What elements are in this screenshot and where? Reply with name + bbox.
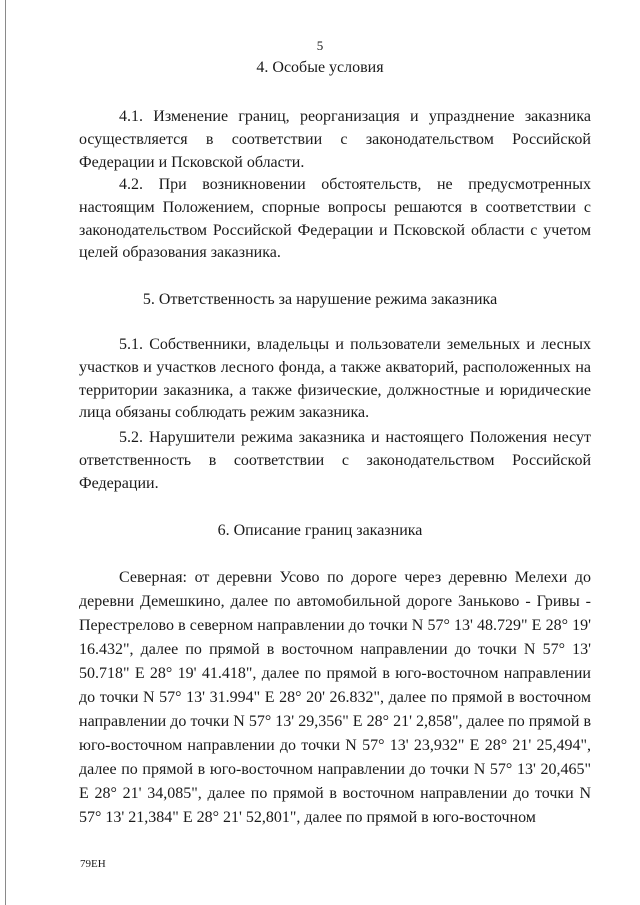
scan-edge-line (5, 0, 6, 905)
section-5-heading: 5. Ответственность за нарушение режима заказника (142, 291, 498, 308)
footer-document-code: 79ЕН (80, 858, 106, 870)
paragraph-5-1: 5.1. Собственники, владельцы и пользователи земельных и лесных участков и участков лесного фонда, а также акваторий, расположенных на территории заказника, а также физические, должностные и юридические лица обязаны соблюдать режим заказника. (79, 336, 591, 422)
paragraph-4-1: 4.1. Изменение границ, реорганизация и упразднение заказника осуществляется в соответствии с законодательством Российской Федерации и Псковской области. (79, 108, 591, 171)
page-number: 5 (316, 38, 324, 53)
paragraph-6-boundary-north: Северная: от деревни Усово по дороге через деревню Мелехи до деревни Демешкино, далее по автомобильной дороге Заньково - Гривы - Перестрелово в северном направлении до точки N 57° 13' 48.729" E 28° 19' 16.432", далее по прямой в восточном направлении до точки N 57° 13' 50.718" E 28° 19' 41.418", далее по прямой в юго-восточном направлении до точки N 57° 13' 31.994" E 28° 20' 26.832", далее по прямой в восточном направлении до точки N 57° 13' 29,356" E 28° 21' 2,858", далее по прямой в юго-восточном направлении до точки N 57° 13' 23,932" E 28° 21' 25,494", далее по прямой в юго-восточном направлении до точки N 57° 13' 20,465" E 28° 21' 34,085", далее по прямой в восточном направлении до точки N 57° 13' 21,384" E 28° 21' 52,801", далее по прямой в юго-восточном (79, 569, 591, 826)
section-4-heading: 4. Особые условия (256, 59, 384, 76)
section-6-heading: 6. Описание границ заказника (217, 522, 423, 539)
paragraph-5-2: 5.2. Нарушители режима заказника и настоящего Положения несут ответственность в соответствии с законодательством Российской Федерации. (79, 429, 591, 492)
paragraph-4-2: 4.2. При возникновении обстоятельств, не предусмотренных настоящим Положением, спорные вопросы решаются в соответствии с законодательством Российской Федерации и Псковской области с учетом целей образования заказника. (79, 176, 591, 262)
